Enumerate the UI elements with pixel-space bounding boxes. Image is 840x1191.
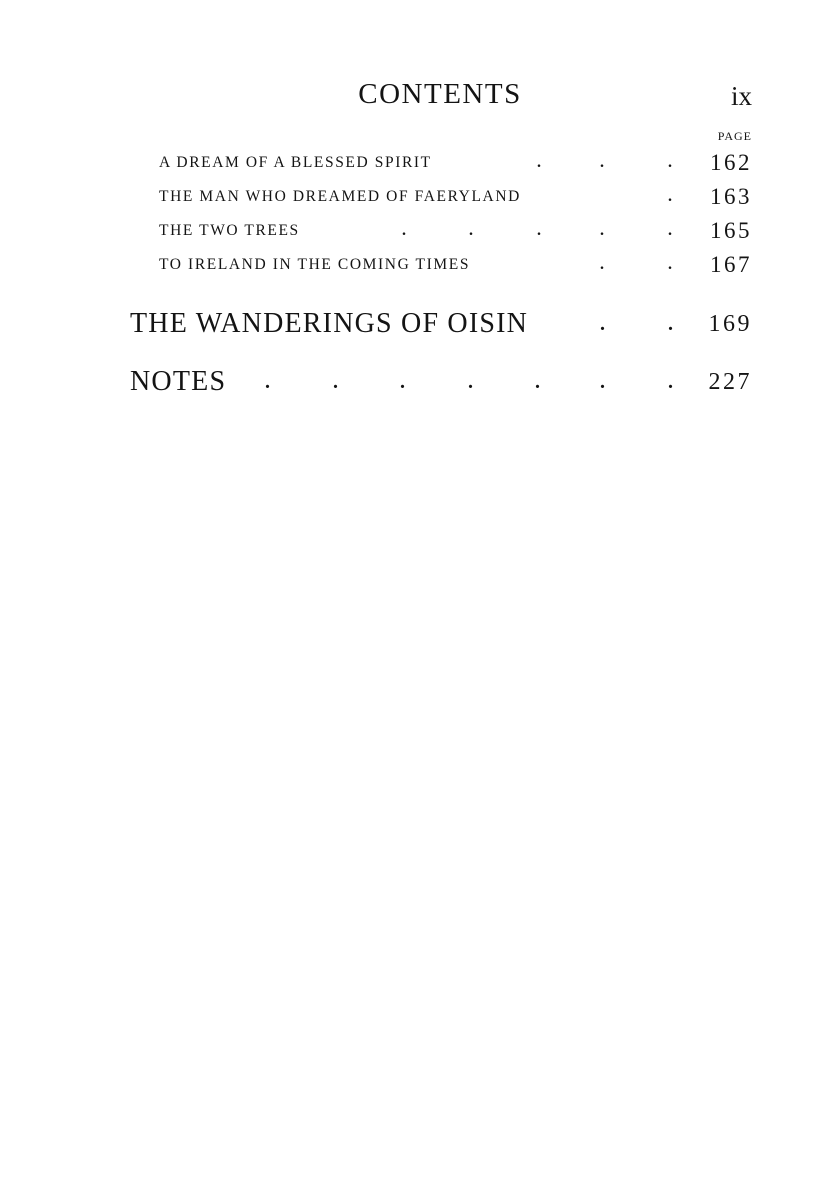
running-title: CONTENTS [358,78,522,110]
leader-dot: . [402,222,406,239]
leader-dot: . [535,371,540,393]
toc-entry-page: 167 [710,252,752,277]
toc-entry[interactable] [0,214,840,248]
toc-entry[interactable] [0,146,840,180]
toc-entry[interactable] [0,362,840,402]
leader-dot: . [400,371,405,393]
page-column-label: PAGE [717,129,752,143]
leader-dot: . [668,154,672,171]
toc-entry-page: 227 [708,369,752,395]
toc-entry-page: 165 [710,218,752,243]
leader-dot: . [600,313,605,335]
toc-entry-title: A DREAM OF A BLESSED SPIRIT [159,154,432,171]
leader-dot: . [537,154,541,171]
leader-dot: . [600,222,604,239]
leader-dot: . [600,371,605,393]
toc-entry-title: THE WANDERINGS OF OISIN [130,308,529,339]
leader-dot: . [668,222,672,239]
leader-dot: . [600,256,604,273]
leader-dot: . [333,371,338,393]
leader-dot: . [600,154,604,171]
leader-dot: . [668,313,673,335]
leader-dot: . [468,371,473,393]
toc-entry-page: 163 [710,184,752,209]
leader-dot: . [537,222,541,239]
toc-entry-page: 162 [710,150,752,175]
leader-dot: . [668,256,672,273]
toc-entry[interactable] [0,248,840,282]
toc-entry-title: THE TWO TREES [159,222,300,239]
toc-entry[interactable] [0,304,840,344]
leader-dot: . [265,371,270,393]
toc-entry-title: TO IRELAND IN THE COMING TIMES [159,256,471,273]
toc-entry-title: THE MAN WHO DREAMED OF FAERYLAND [159,188,521,205]
page-number: ix [730,81,752,111]
leader-dot: . [668,371,673,393]
leader-dot: . [469,222,473,239]
leader-dot: . [668,188,672,205]
toc-entry-title: NOTES [130,366,227,397]
toc-entry[interactable] [0,180,840,214]
toc-entry-page: 169 [708,311,752,337]
